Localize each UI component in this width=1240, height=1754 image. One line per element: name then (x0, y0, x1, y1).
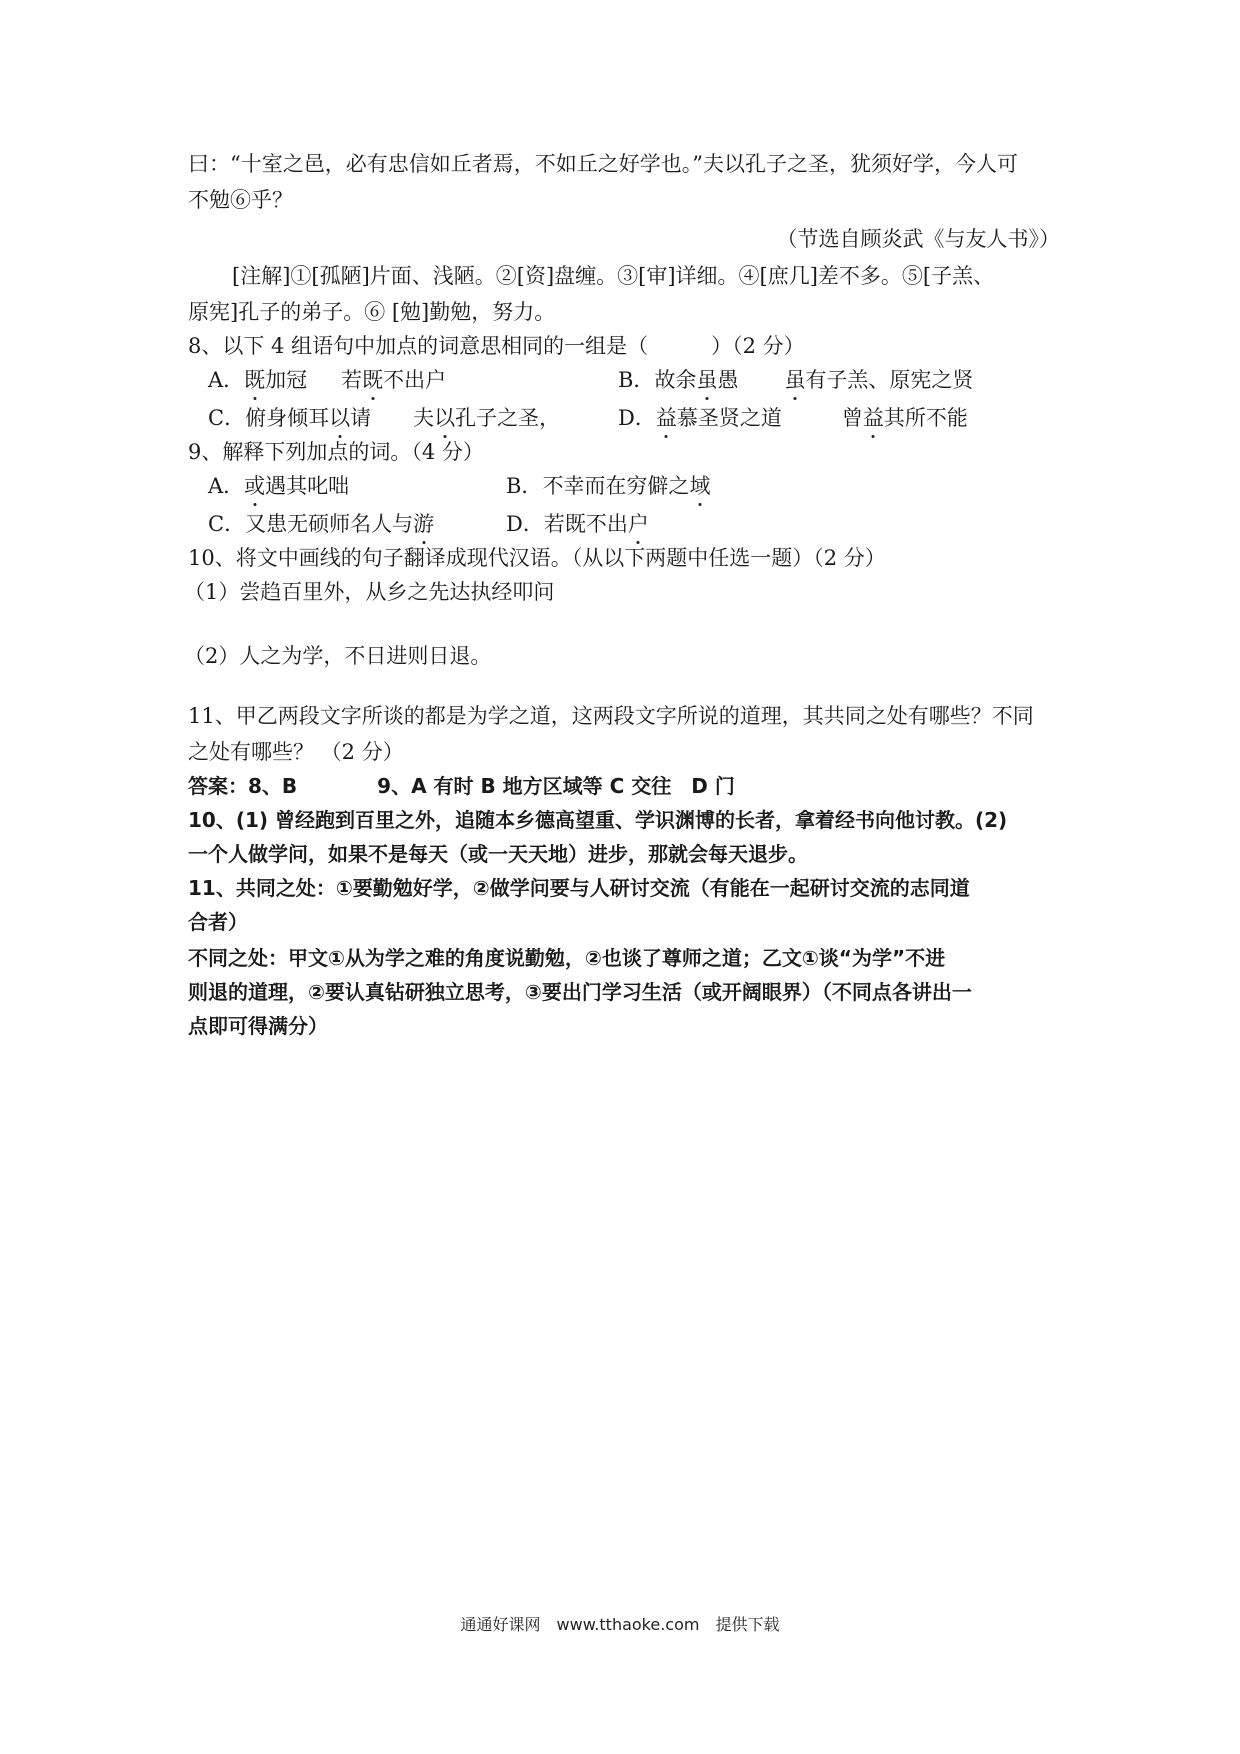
answer-line: 点即可得满分） (188, 1014, 328, 1038)
q9-option-d: D．若既不出户 (506, 512, 649, 536)
passage-line: 不勉⑥乎？ (188, 188, 293, 212)
q9-option-b: B．不幸而在穷僻之域 (506, 474, 711, 498)
annotation-line: 原宪]孔子的弟子。⑥ [勉]勤勉，努力。 (188, 300, 556, 324)
q10-sentence-1: （1）尝趋百里外，从乡之先达执经叩问 (184, 580, 555, 604)
answer-line: 11、共同之处：①要勤勉好学，②做学问要与人研讨交流（有能在一起研讨交流的志同道 (188, 876, 970, 900)
answer-line: 10、(1) 曾经跑到百里之外，追随本乡德高望重、学识渊博的长者，拿着经书向他讨教。(2) (188, 808, 1008, 832)
question-8-stem: 8、以下 4 组语句中加点的词意思相同的一组是（ ）（2 分） (188, 334, 805, 358)
answer-line: 一个人做学问，如果不是每天（或一天天地）进步，那就会每天退步。 (188, 842, 808, 866)
q8-option-a: A．既加冠 若既不出户 (208, 368, 447, 392)
q8-option-d: D．益慕圣贤之道 曾益其所不能 (618, 406, 968, 430)
passage-source: （节选自顾炎武《与友人书》） (776, 227, 1060, 251)
q8-option-c: C．俯身倾耳以请 夫以孔子之圣， (208, 406, 561, 430)
answer-line: 合者） (188, 910, 248, 934)
q10-sentence-2: （2）人之为学，不日进则日退。 (184, 644, 492, 668)
q9-option-c: C．又患无硕师名人与游 (208, 512, 435, 536)
answer-line: 答案：8、B 9、A 有时 B 地方区域等 C 交往 D 门 (188, 774, 735, 798)
answer-line: 不同之处：甲文①从为学之难的角度说勤勉，②也谈了尊师之道；乙文①谈“为学”不进 (188, 946, 946, 970)
question-10-stem: 10、将文中画线的句子翻译成现代汉语。（从以下两题中任选一题）（2 分） (188, 546, 886, 570)
question-11-line: 11、甲乙两段文字所谈的都是为学之道，这两段文字所说的道理，其共同之处有哪些？不同 (188, 704, 1034, 728)
answer-line: 则退的道理，②要认真钻研独立思考，③要出门学习生活（或开阔眼界）（不同点各讲出一 (188, 980, 972, 1004)
question-9-stem: 9、解释下列加点的词。（4 分） (188, 440, 484, 464)
annotation-line: [注解]①[孤陋]片面、浅陋。②[资]盘缠。③[审]详细。④[庶几]差不多。⑤[子羔、 (232, 264, 995, 288)
q9-option-a: A．或遇其叱咄 (208, 474, 350, 498)
passage-line: 曰：“十室之邑，必有忠信如丘者焉，不如丘之好学也。”夫以孔子之圣，犹须好学，今人可 (188, 152, 1018, 176)
q8-option-b: B．故余虽愚 虽有子羔、原宪之贤 (618, 368, 974, 392)
page-footer: 通通好课网 www.tthaoke.com 提供下载 (460, 1615, 780, 1634)
question-11-line: 之处有哪些？ （2 分） (188, 740, 404, 764)
